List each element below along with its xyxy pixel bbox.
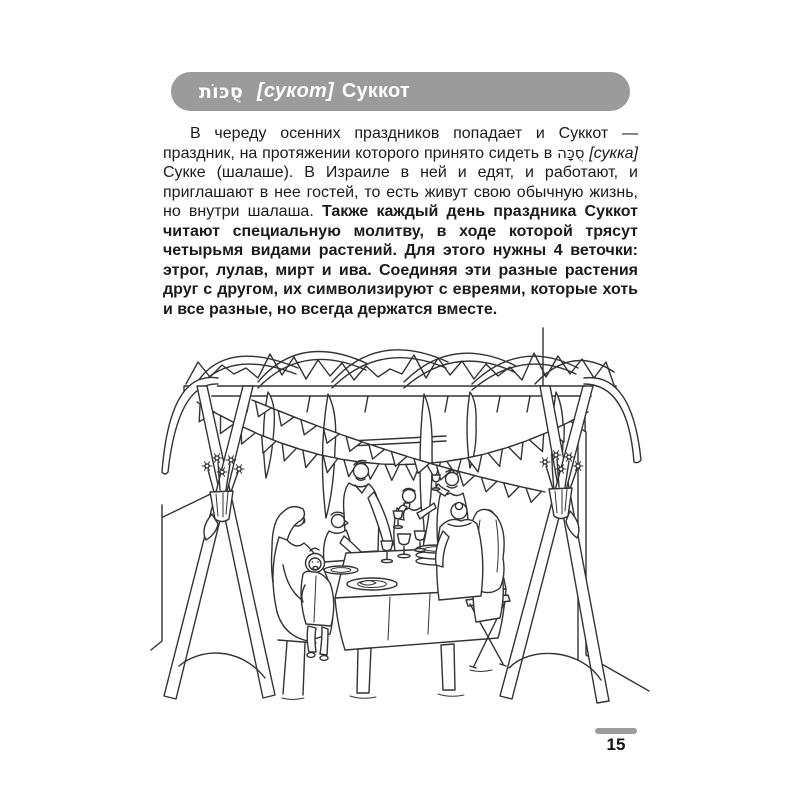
- sukkah-line-art: [150, 325, 650, 725]
- paragraph-segment: Сукке (шалаше). В Израиле в ней и едят, и работают, и приглашают в нее гостей, то есть живут свою обычную жизнь, но внутри шалаша.: [163, 164, 638, 220]
- pennant-garlands: [197, 400, 588, 502]
- header-transcription: [сукот]: [256, 80, 334, 102]
- sukkah-illustration: [150, 325, 650, 725]
- paragraph-segment: Также каждый день праздника Суккот читают специальную молитву, в ходе которой трясут четырьмя видами растений. Для этого нужны 4 веточки: этрог, лулав, мирт и ива. Соединяя эти разные растения друг с другом, их символизируют с евреями, которые хоть и все разные, но всегда держатся вместе.: [163, 203, 638, 318]
- ground-marks: [282, 670, 492, 700]
- page-number: 15: [606, 735, 626, 754]
- header-hebrew-word: סֻכּוֹת: [199, 80, 243, 103]
- footer-divider-bar: [595, 728, 637, 734]
- section-header-banner: [171, 72, 630, 111]
- paragraph-segment: В череду осенних праздников попадает и Суккот — праздник, на протяжении которого принято сидеть в: [163, 125, 638, 162]
- paragraph-segment: [сукка]: [584, 144, 639, 162]
- paragraph-segment: סֻכָּה: [557, 143, 585, 162]
- header-title: Суккот: [341, 80, 410, 102]
- intro-paragraph: [163, 124, 638, 319]
- woman-with-toddler: [272, 507, 334, 695]
- frame-right: [500, 386, 609, 703]
